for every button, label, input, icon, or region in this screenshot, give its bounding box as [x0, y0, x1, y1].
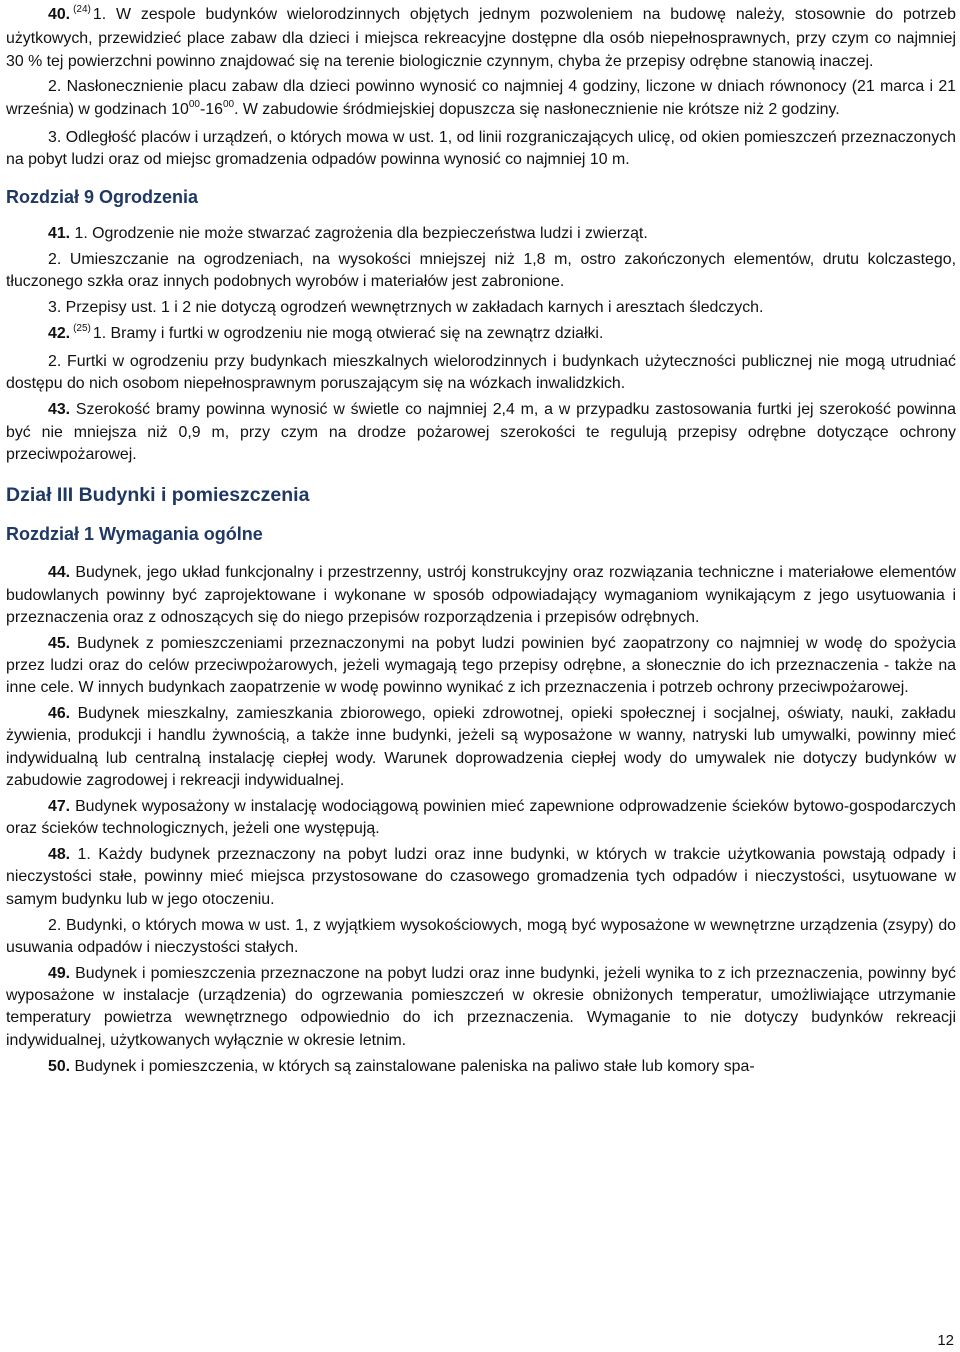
paragraph-text: Budynek mieszkalny, zamieszkania zbiorowego, opieki zdrowotnej, opieki społecznej i socjalnej, oświaty, nauki, zakładu żywienia, produkcji i handlu żywnością, a także inne budynki, jeżeli są wyposażone w wanny, natryski lub umywalki, powinny mieć indywidualną lub centralną instalację ciepłej wody. Warunek doprowadzenia ciepłej wody do umywalek nie dotyczy budynków w zabudowie zagrodowej i rekreacji indywidualnej.: [6, 705, 956, 790]
paragraph-text: Budynek i pomieszczenia, w których są zainstalowane paleniska na paliwo stałe lub komory spa-: [70, 1057, 755, 1075]
paragraph-41-3: 3. Przepisy ust. 1 i 2 nie dotyczą ogrodzeń wewnętrznych w zakładach karnych i aresztach śledczych.: [48, 299, 764, 317]
paragraph-40-3: 3. Odległość placów i urządzeń, o których mowa w ust. 1, od linii rozgraniczających ulicę, od okien pomieszczeń przeznaczonych na pobyt ludzi oraz od miejsc gromadzenia odpadów powinna wynosić co najmniej 10 m.: [6, 128, 956, 168]
paragraph-41-1: [6, 223, 956, 245]
paragraph-50: [6, 1056, 956, 1078]
section-number: 42.: [48, 325, 71, 343]
paragraph-lead: 2.: [48, 78, 67, 96]
paragraph-42-2: 2. Furtki w ogrodzeniu przy budynkach mieszkalnych wielorodzinnych i budynkach użyteczności publicznej nie mogą utrudniać dostępu do nich osobom niepełnosprawnym poruszającym się na wózkach inwalidzkich.: [6, 353, 956, 393]
paragraph-text: Nasłonecznienie placu zabaw dla dzieci powinno wynosić co najmniej 4 godziny, liczone w dniach równonocy (21 marca i 21 września) w godzinach 10: [6, 78, 957, 118]
section-number: 48.: [48, 846, 71, 864]
paragraph-text: . W zabudowie śródmiejskiej dopuszcza się nasłonecznienie nie krótsze niż 2 godziny.: [234, 100, 840, 118]
section-number: 50.: [48, 1057, 71, 1075]
paragraph-text: 1. W zespole budynków wielorodzinnych objętych jednym pozwoleniem na budowę należy, stosownie do potrzeb użytkowych, przewidzieć place zabaw dla dzieci i miejsca rekreacyjne dostępne dla osób niepełnosprawnych, przy czym co najmniej 30 % tej powierzchni powinno znajdować się na terenie biologicznie czynnym, chyba że przepisy odrębne stanowią inaczej.: [6, 6, 956, 70]
paragraph-text: Szerokość bramy powinna wynosić w świetle co najmniej 2,4 m, a w przypadku zastosowania furtki jej szerokość powinna być nie mniejsza niż 0,9 m, przy czym na drodze pożarowej szerokości te regulują przepisy odrębne dotyczące ochrony przeciwpożarowej.: [6, 401, 956, 463]
paragraph-46: [6, 703, 956, 792]
chapter-heading: Rozdział 1 Wymagania ogólne: [6, 524, 263, 545]
document-page: [6, 0, 956, 1078]
section-number: 49.: [48, 964, 71, 982]
section-number: 47.: [48, 797, 71, 815]
part-heading: Dział III Budynki i pomieszczenia: [6, 484, 310, 507]
paragraph-49: [6, 963, 956, 1052]
paragraph-40-1: [6, 4, 956, 73]
section-number: 45.: [48, 634, 71, 652]
paragraph-44: [6, 562, 956, 629]
paragraph-text: 1. Ogrodzenie nie może stwarzać zagrożenia dla bezpieczeństwa ludzi i zwierząt.: [70, 225, 648, 243]
paragraph-text: Budynek wyposażony w instalację wodociągową powinien mieć zapewnione odprowadzenie ścieków bytowo-gospodarczych oraz ścieków technologicznych, jeżeli one występują.: [6, 797, 956, 838]
section-number: 44.: [48, 564, 71, 582]
paragraph-43: [6, 399, 956, 466]
paragraph-40-2: [6, 76, 956, 123]
section-number: 43.: [48, 401, 71, 419]
paragraph-text: Budynek z pomieszczeniami przeznaczonymi na pobyt ludzi powinien być zaopatrzony co najmniej w wodę do spożycia przez ludzi oraz do celów przeciwpożarowych, jeżeli wymagają tego przepisy odrębne, a słonecznie do ich przeznaczenia - także na inne cele. W innych budynkach zaopatrzenie w wodę powinno wynikać z ich przeznaczenia i potrzeb ochrony przeciwpożarowej.: [6, 634, 956, 697]
section-number: 46.: [48, 705, 71, 723]
paragraph-48-1: [6, 844, 956, 911]
paragraph-47: [6, 796, 956, 841]
paragraph-text: 1. Bramy i furtki w ogrodzeniu nie mogą otwierać się na zewnątrz działki.: [92, 325, 604, 343]
footnote-ref: (25): [73, 323, 91, 335]
paragraph-42-1: [6, 323, 956, 347]
paragraph-41-2: 2. Umieszczanie na ogrodzeniach, na wysokości mniejszej niż 1,8 m, ostro zakończonych elementów, drutu kolczastego, tłuczonego szkła oraz innych podobnych wyrobów i materiałów jest zabronione.: [6, 251, 956, 291]
section-number: 41.: [48, 225, 71, 243]
section-number: 40.: [48, 6, 71, 23]
superscript: 00: [222, 98, 235, 110]
paragraph-text: -16: [199, 100, 223, 118]
paragraph-text: 1. Każdy budynek przeznaczony na pobyt ludzi oraz inne budynki, w których w trakcie użytkowania powstają odpady i nieczystości stałe, powinny mieć miejsca przystosowane do czasowego gromadzenia tych odpadów i nieczystości, usytuowane w samym budynku lub w jego otoczeniu.: [6, 846, 956, 908]
footnote-ref: (24): [73, 4, 91, 15]
chapter-heading: Rozdział 9 Ogrodzenia: [6, 187, 199, 208]
paragraph-45: [6, 633, 956, 700]
paragraph-text: Budynek i pomieszczenia przeznaczone na pobyt ludzi oraz inne budynki, jeżeli wynika to z ich przeznaczenia, powinny być wyposażone w instalacje (urządzenia) do ogrzewania pomieszczeń w okresie obniżonych temperatur, umożliwiające utrzymanie temperatury powietrza wewnętrznego odpowiednio do ich przeznaczenia. Wymaganie to nie dotyczy budynków rekreacji indywidualnej, użytkowanych wyłącznie w okresie letnim.: [6, 964, 956, 1049]
page-number: 12: [937, 1332, 954, 1349]
paragraph-48-2: 2. Budynki, o których mowa w ust. 1, z wyjątkiem wysokościowych, mogą być wyposażone w wewnętrzne urządzenia (zsypy) do usuwania odpadów i nieczystości stałych.: [6, 916, 956, 956]
paragraph-text: Budynek, jego układ funkcjonalny i przestrzenny, ustrój konstrukcyjny oraz rozwiązania techniczne i materiałowe elementów budowlanych powinny być zaprojektowane i wykonane w sposób odpowiadający wymaganiom wynikającym z jego usytuowania i przeznaczenia oraz z odnoszących się do niego przepisów rozporządzenia i przepisów odrębnych.: [6, 564, 956, 626]
superscript: 00: [188, 98, 200, 110]
